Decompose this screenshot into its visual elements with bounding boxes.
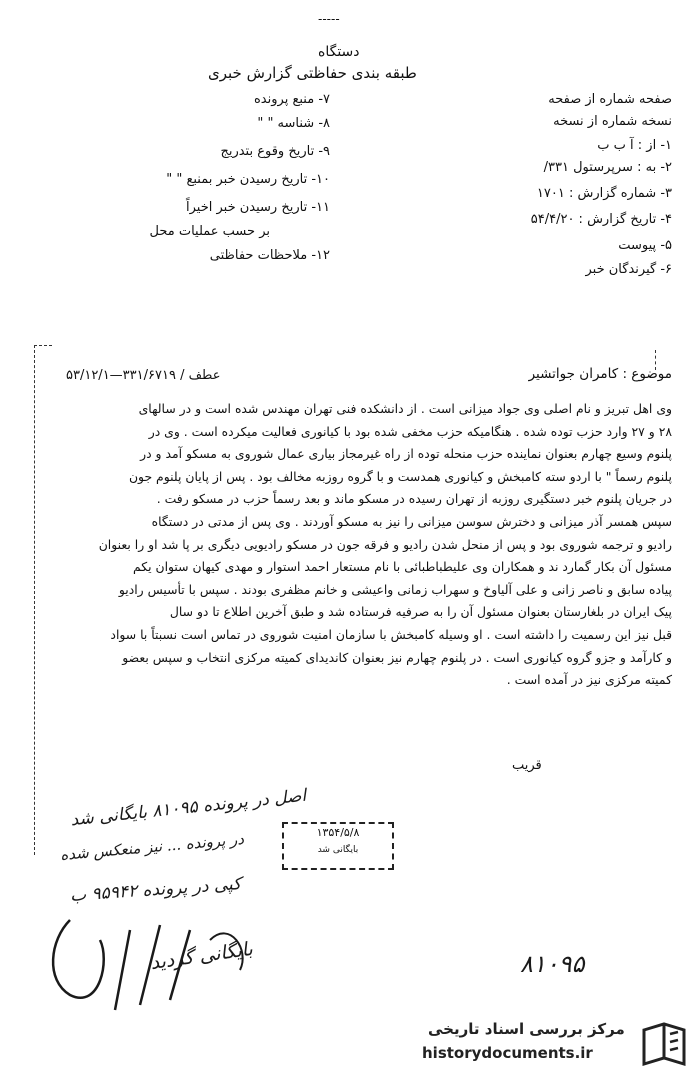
body-line: وی اهل تبریز و نام اصلی وی جواد میزانی است . از دانشکده فنی تهران مهندس شده است و در سالهای <box>138 401 672 416</box>
closing-word: قریب <box>512 758 542 773</box>
logo-url: historydocuments.ir <box>422 1044 593 1062</box>
header-top-mark: ----- <box>318 12 340 26</box>
form-field: ۱۲- ملاحظات حفاظتی <box>209 248 330 263</box>
form-field: ۱۰- تاریخ رسیدن خبر بمنبع " " <box>166 172 330 187</box>
form-field: ۱۱- تاریخ رسیدن خبر اخیراً <box>185 200 330 215</box>
form-right-column <box>372 92 672 284</box>
body-line: در جریان پلنوم خبر دستگیری روزبه از تهران رسیده در مسکو ماند و بعد رسماً حزب در مسکو رفت . <box>156 491 672 507</box>
form-field: ۸- شناسه " " <box>257 116 330 131</box>
subject-label: موضوع : کامران جواتشیر <box>528 366 672 382</box>
body-line: پیاده سابق و ناصر زانی و علی آلیاوخ و سهراب زمانی واعیشی و خانم مظفری بودند . سپس با تأسیس رادیو <box>118 581 672 597</box>
form-field: ۳- شماره گزارش : ۱۷۰۱ <box>536 186 672 201</box>
form-field: ۶- گیرندگان خبر <box>585 262 672 277</box>
handwritten-note-1: اصل در پرونده ۸۱۰۹۵ بایگانی شد <box>69 785 308 831</box>
book-icon <box>638 1020 690 1070</box>
subject-reference: عطف / ۳۳۱/۶۷۱۹—۵۳/۱۲/۱ <box>66 368 221 383</box>
archive-stamp <box>282 822 394 870</box>
form-field: ۹- تاریخ وقوع بتدریج <box>220 144 330 159</box>
archive-logo <box>410 1018 695 1073</box>
stamp-date: ۱۳۵۴/۵/۸ <box>316 826 360 839</box>
form-field: صفحه شماره از صفحه <box>548 92 672 107</box>
margin-dash-top <box>34 345 52 346</box>
page-title: طبقه بندی حفاظتی گزارش خبری <box>208 64 417 82</box>
body-line: سپس همسر آذر میزانی و دخترش سوسن میزانی را نیز به مسکو آوردند . وی پس از مدتی در دستگاه <box>151 513 672 529</box>
handwritten-number: ۸۱۰۹۵ <box>520 950 585 978</box>
form-field: ۷- منبع پرونده <box>254 92 330 107</box>
signature-scribble <box>40 900 340 1020</box>
issuing-unit: دستگاه <box>318 44 360 60</box>
form-field: ۴- تاریخ گزارش : ۵۴/۴/۲۰ <box>530 212 672 227</box>
body-line: قبل نیز این رسمیت را داشته است . او وسیله کامبخش با سازمان امنیت شوروی در تماس است نسبتاً با سواد <box>110 626 672 642</box>
handwritten-note-4: بایگانی گردید <box>148 937 255 975</box>
report-body <box>44 398 672 692</box>
form-field: ۲- به : سرپرستول ۳۳۱/ <box>543 160 672 175</box>
body-line: پلنوم رسماً " با اردو سته کامبخش و کیانوری همدست و با گروه روزبه مخالف بود . پس از پایان پلنوم جون <box>128 468 672 484</box>
margin-dashed-line <box>34 345 35 855</box>
body-line: پلنوم وسیع چهارم بعنوان نماینده حزب منحله توده از راه غیرمجاز بیاری عمال شوروی به مسکو آمد و در <box>140 446 672 462</box>
body-line: رادیو و ترجمه شوروی بود و پس از منحل شدن رادیو و فرقه جون در مسکو رادیویی دیگری بر پا شد او را بعنوان <box>98 536 672 552</box>
body-line: ۲۸ و ۲۷ وارد حزب توده شده . هنگامیکه حزب مخفی شده بود با کیانوری فعالیت میکرده است . وی در <box>148 423 672 439</box>
form-left-column <box>30 92 330 272</box>
body-line: پیک ایران در بلغارستان بعنوان مسئول آن را به صرفیه فرستاده شد و طبق آخرین اطلاع تا دو سال <box>169 604 672 620</box>
stamp-text: بایگانی شد <box>317 845 359 855</box>
form-field: ۱- از : آ ب ب <box>597 138 672 153</box>
form-field: نسخه شماره از نسخه <box>553 114 672 129</box>
body-line: مسئول آن بکار گمارد ند و همکاران وی علیطباطبائی با نام مستعار احمد استوار و مهدی کیهان ستوان یکم <box>133 559 672 575</box>
form-field: بر حسب عملیات محل <box>149 224 270 239</box>
form-field: ۵- پیوست <box>618 238 672 253</box>
body-line: و کارآمد و جزو گروه کیانوری است . در پلنوم چهارم نیز بعنوان کاندیدای کمیته مرکزی انتخاب و سپس بعضو <box>122 649 672 665</box>
body-line: کمیته مرکزی نیز در آمده است . <box>506 672 672 688</box>
handwritten-note-2: در پرونده ... نیز منعکس شده <box>59 830 245 864</box>
handwritten-note-3: کپی در پرونده ۹۵۹۴۲ ب <box>69 874 242 906</box>
logo-name: مرکز بررسی اسناد تاریخی <box>428 1020 625 1038</box>
